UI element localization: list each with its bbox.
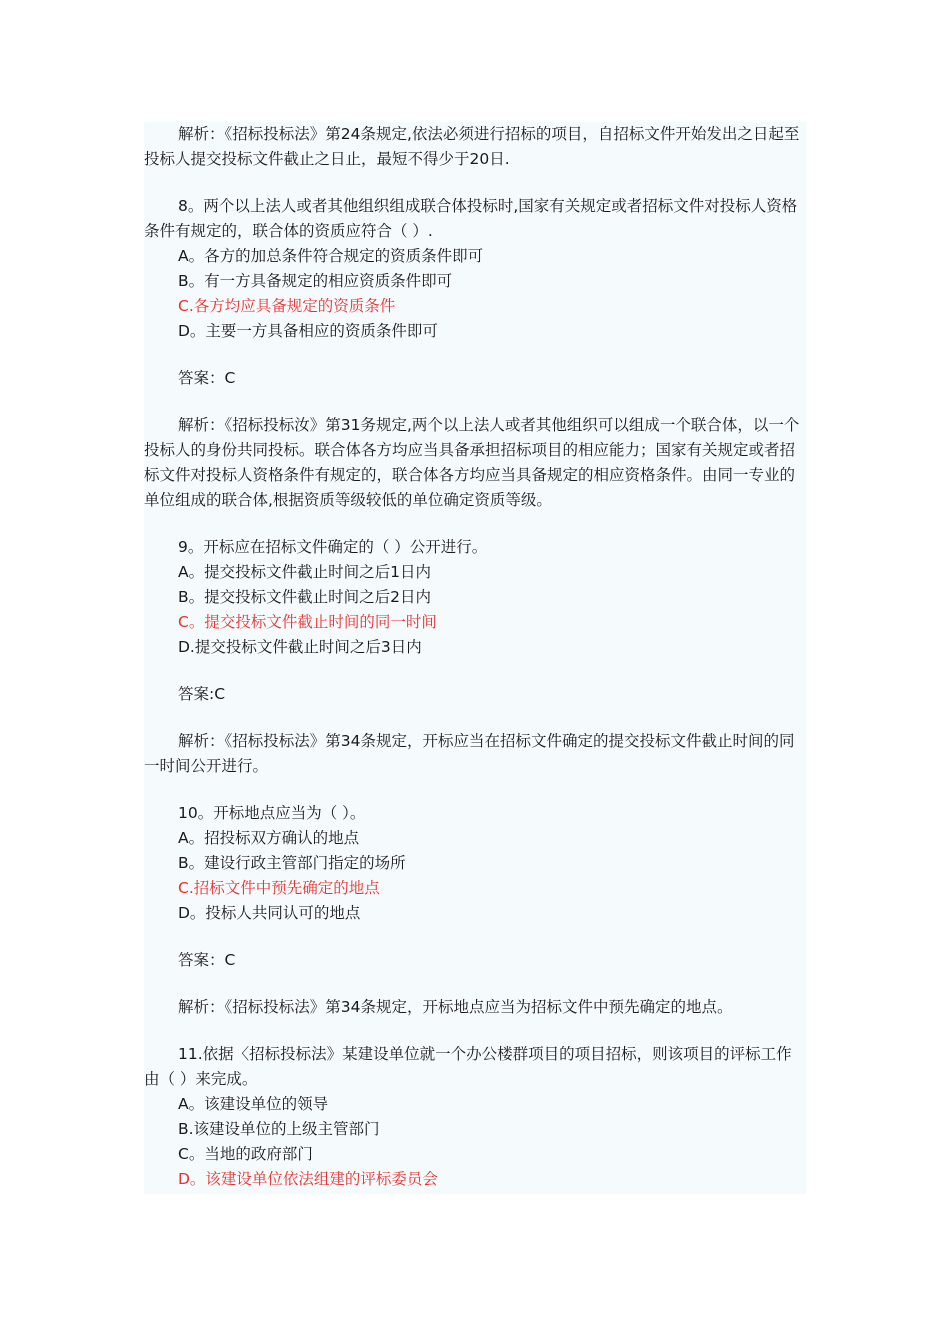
spacer bbox=[144, 172, 806, 194]
q8-option-a: A。各方的加总条件符合规定的资质条件即可 bbox=[178, 247, 484, 265]
spacer bbox=[144, 513, 806, 535]
q9-analysis: 解析：《招标投标法》第34条规定，开标应当在招标文件确定的提交投标文件截止时间的同一时间公开进行。 bbox=[144, 732, 795, 775]
q11-option-d-correct: D。该建设单位依法组建的评标委员会 bbox=[178, 1170, 438, 1188]
q7-analysis: 解析：《招标投标法》第24条规定,依法必须进行招标的项目，自招标文件开始发出之日起至投标人提交投标文件截止之日止，最短不得少于20日. bbox=[144, 125, 800, 168]
q10-option-b: B。建设行政主管部门指定的场所 bbox=[178, 854, 406, 872]
q11-question: 11.依据〈招标投标法》某建设单位就一个办公楼群项目的项目招标，则该项目的评标工作由（ ）来完成。 bbox=[144, 1045, 792, 1088]
q8-answer: 答案：C bbox=[178, 369, 236, 387]
q10-question: 10。开标地点应当为（ ）。 bbox=[178, 804, 366, 822]
spacer bbox=[144, 391, 806, 413]
q9-option-d: D.提交投标文件截止时间之后3日内 bbox=[178, 638, 422, 656]
q10-answer: 答案：C bbox=[178, 951, 236, 969]
q11-option-b: B.该建设单位的上级主管部门 bbox=[178, 1120, 380, 1138]
q9-option-a: A。提交投标文件截止时间之后1日内 bbox=[178, 563, 431, 581]
spacer bbox=[144, 926, 806, 948]
spacer bbox=[144, 1020, 806, 1042]
q8-analysis: 解析：《招标投标汝》第31务规定,两个以上法人或者其他组织可以组成一个联合体，以一个投标人的身份共同投标。联合体各方均应当具备承担招标项目的相应能力；国家有关规定或者招标文件对投标人资格条件有规定的，联合体各方均应当具备规定的相应资格条件。由同一专业的单位组成的联合体,根据资质等级较低的单位确定资质等级。 bbox=[144, 416, 800, 509]
spacer bbox=[144, 660, 806, 682]
q11-option-a: A。该建设单位的领导 bbox=[178, 1095, 329, 1113]
spacer bbox=[144, 344, 806, 366]
q8-question: 8。两个以上法人或者其他组织组成联合体投标时,国家有关规定或者招标文件对投标人资格条件有规定的，联合体的资质应符合（ ）. bbox=[144, 197, 798, 240]
q10-option-d: D。投标人共同认可的地点 bbox=[178, 904, 361, 922]
q10-option-c-correct: C.招标文件中预先确定的地点 bbox=[178, 879, 380, 897]
q8-option-b: B。有一方具备规定的相应资质条件即可 bbox=[178, 272, 453, 290]
spacer bbox=[144, 707, 806, 729]
q10-analysis: 解析：《招标投标法》第34条规定，开标地点应当为招标文件中预先确定的地点。 bbox=[178, 998, 733, 1016]
q8-option-d: D。主要一方具备相应的资质条件即可 bbox=[178, 322, 438, 340]
spacer bbox=[144, 779, 806, 801]
document-body bbox=[144, 122, 806, 1194]
q11-option-c: C。当地的政府部门 bbox=[178, 1145, 313, 1163]
q8-option-c-correct: C.各方均应具备规定的资质条件 bbox=[178, 297, 396, 315]
q9-question: 9。开标应在招标文件确定的（ ）公开进行。 bbox=[178, 538, 488, 556]
q9-option-b: B。提交投标文件截止时间之后2日内 bbox=[178, 588, 431, 606]
spacer bbox=[144, 973, 806, 995]
q10-option-a: A。招投标双方确认的地点 bbox=[178, 829, 360, 847]
q9-option-c-correct: C。提交投标文件截止时间的同一时间 bbox=[178, 613, 437, 631]
q9-answer: 答案:C bbox=[178, 685, 226, 703]
